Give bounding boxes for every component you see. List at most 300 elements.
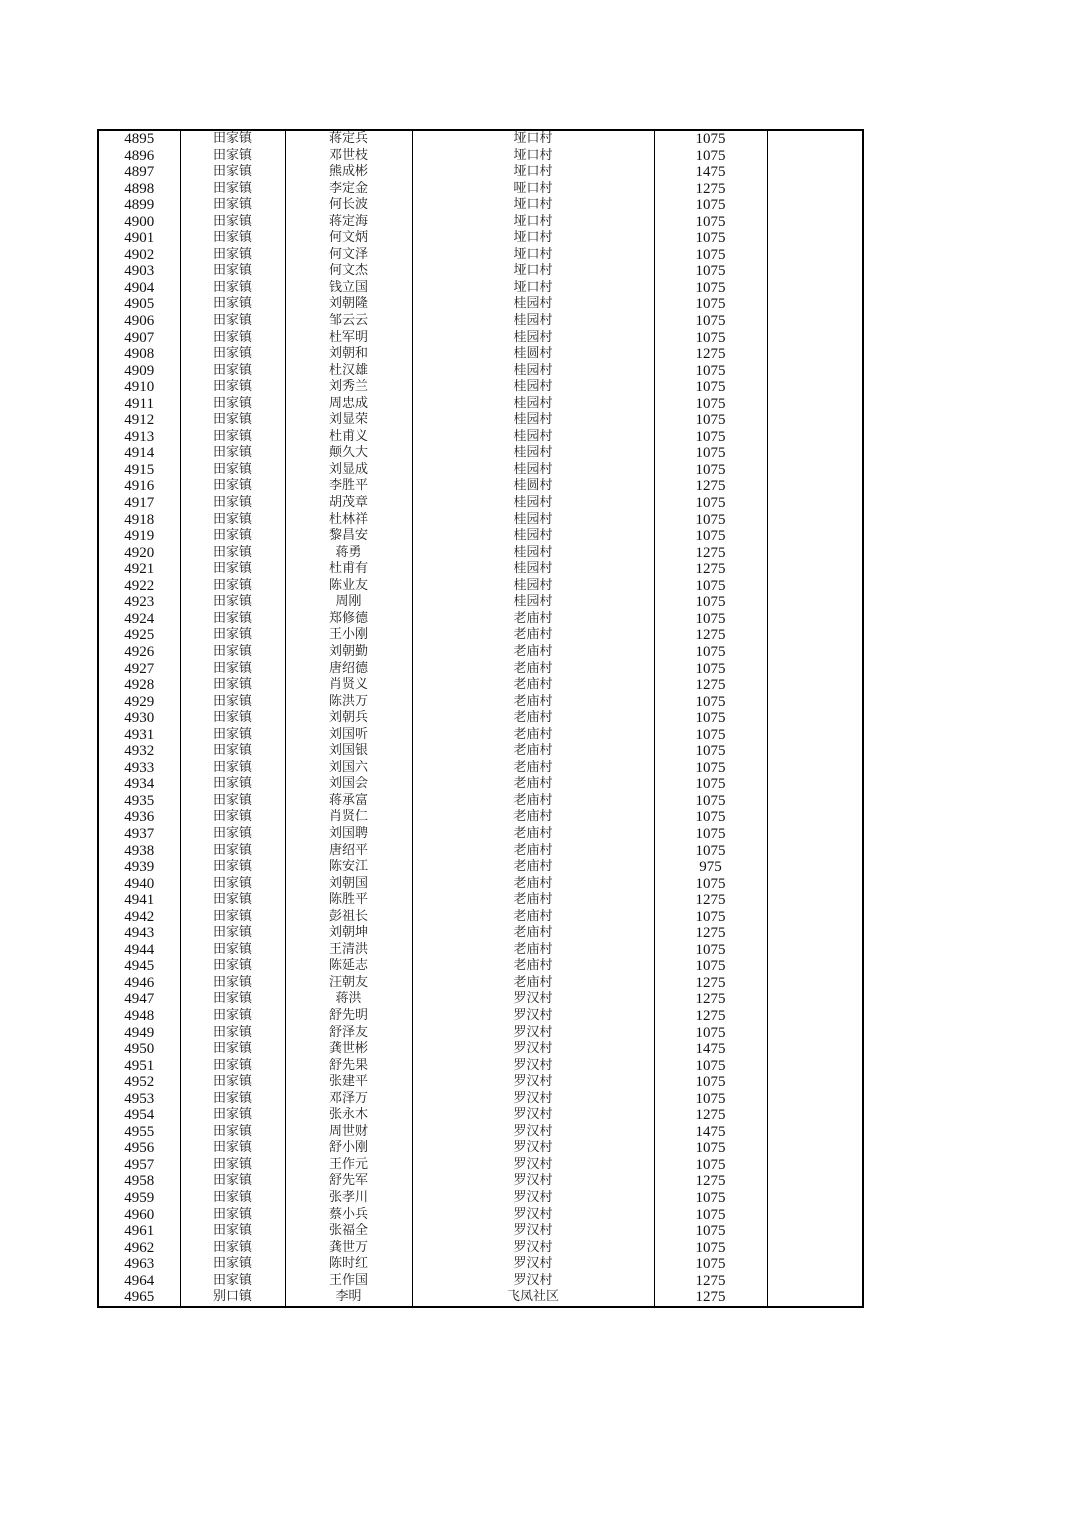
row-number-cell: 4914: [98, 445, 180, 462]
row-number-cell: 4946: [98, 975, 180, 992]
remark-cell: [767, 942, 863, 959]
remark-cell: [767, 892, 863, 909]
village-cell: 罗汉村: [412, 1107, 654, 1124]
name-cell: 唐绍德: [285, 661, 412, 678]
town-cell: 田家镇: [180, 512, 285, 529]
table-row: [98, 809, 863, 826]
table-row: [98, 644, 863, 661]
remark-cell: [767, 594, 863, 611]
village-cell: 老庙村: [412, 760, 654, 777]
village-cell: 老庙村: [412, 909, 654, 926]
name-cell: 周世财: [285, 1124, 412, 1141]
name-cell: 钱立国: [285, 280, 412, 297]
table-row: [98, 164, 863, 181]
town-cell: 田家镇: [180, 1058, 285, 1075]
table-row: [98, 1223, 863, 1240]
name-cell: 刘朝坤: [285, 925, 412, 942]
table-row: [98, 230, 863, 247]
town-cell: 田家镇: [180, 1140, 285, 1157]
row-number-cell: 4942: [98, 909, 180, 926]
table-row: [98, 776, 863, 793]
table-row: [98, 1041, 863, 1058]
town-cell: 田家镇: [180, 263, 285, 280]
name-cell: 何文杰: [285, 263, 412, 280]
amount-cell: 1075: [654, 760, 767, 777]
town-cell: 田家镇: [180, 462, 285, 479]
remark-cell: [767, 578, 863, 595]
amount-cell: 1075: [654, 1223, 767, 1240]
remark-cell: [767, 876, 863, 893]
village-cell: 罗汉村: [412, 1240, 654, 1257]
village-cell: 桂园村: [412, 495, 654, 512]
amount-cell: 1075: [654, 909, 767, 926]
remark-cell: [767, 1240, 863, 1257]
amount-cell: 1075: [654, 1091, 767, 1108]
town-cell: 田家镇: [180, 429, 285, 446]
remark-cell: [767, 1173, 863, 1190]
row-number-cell: 4936: [98, 809, 180, 826]
table-row: [98, 263, 863, 280]
amount-cell: 1075: [654, 942, 767, 959]
amount-cell: 1275: [654, 1173, 767, 1190]
amount-cell: 1275: [654, 975, 767, 992]
table-row: [98, 1173, 863, 1190]
remark-cell: [767, 710, 863, 727]
row-number-cell: 4908: [98, 346, 180, 363]
name-cell: 杜汉雄: [285, 363, 412, 380]
table-row: [98, 1157, 863, 1174]
remark-cell: [767, 1223, 863, 1240]
village-cell: 老庙村: [412, 843, 654, 860]
remark-cell: [767, 859, 863, 876]
remark-cell: [767, 214, 863, 231]
town-cell: 田家镇: [180, 230, 285, 247]
row-number-cell: 4944: [98, 942, 180, 959]
table-row: [98, 1207, 863, 1224]
amount-cell: 1075: [654, 776, 767, 793]
remark-cell: [767, 1107, 863, 1124]
town-cell: 田家镇: [180, 1273, 285, 1290]
amount-cell: 1075: [654, 445, 767, 462]
town-cell: 田家镇: [180, 727, 285, 744]
table-row: [98, 313, 863, 330]
table-row: [98, 925, 863, 942]
village-cell: 老庙村: [412, 677, 654, 694]
name-cell: 杜甫义: [285, 429, 412, 446]
amount-cell: 1075: [654, 876, 767, 893]
amount-cell: 1075: [654, 247, 767, 264]
name-cell: 李胜平: [285, 478, 412, 495]
row-number-cell: 4947: [98, 991, 180, 1008]
table-row: [98, 363, 863, 380]
village-cell: 桂园村: [412, 462, 654, 479]
village-cell: 桂园村: [412, 528, 654, 545]
remark-cell: [767, 247, 863, 264]
table-row: [98, 578, 863, 595]
row-number-cell: 4922: [98, 578, 180, 595]
amount-cell: 1275: [654, 478, 767, 495]
row-number-cell: 4920: [98, 545, 180, 562]
remark-cell: [767, 760, 863, 777]
amount-cell: 1075: [654, 578, 767, 595]
remark-cell: [767, 727, 863, 744]
name-cell: 刘朝勤: [285, 644, 412, 661]
town-cell: 田家镇: [180, 1025, 285, 1042]
name-cell: 蒋洪: [285, 991, 412, 1008]
town-cell: 田家镇: [180, 1173, 285, 1190]
town-cell: 田家镇: [180, 495, 285, 512]
row-number-cell: 4917: [98, 495, 180, 512]
town-cell: 田家镇: [180, 148, 285, 165]
village-cell: 桂园村: [412, 313, 654, 330]
village-cell: 垭口村: [412, 263, 654, 280]
row-number-cell: 4919: [98, 528, 180, 545]
name-cell: 舒小刚: [285, 1140, 412, 1157]
name-cell: 舒泽友: [285, 1025, 412, 1042]
amount-cell: 1475: [654, 1041, 767, 1058]
table-row: [98, 148, 863, 165]
town-cell: 田家镇: [180, 445, 285, 462]
town-cell: 田家镇: [180, 296, 285, 313]
remark-cell: [767, 694, 863, 711]
remark-cell: [767, 1140, 863, 1157]
row-number-cell: 4915: [98, 462, 180, 479]
table-row: [98, 942, 863, 959]
amount-cell: 1075: [654, 214, 767, 231]
name-cell: 刘显成: [285, 462, 412, 479]
table-row: [98, 760, 863, 777]
town-cell: 田家镇: [180, 677, 285, 694]
amount-cell: 1075: [654, 809, 767, 826]
row-number-cell: 4935: [98, 793, 180, 810]
village-cell: 桂园村: [412, 578, 654, 595]
table-row: [98, 710, 863, 727]
remark-cell: [767, 313, 863, 330]
name-cell: 张永木: [285, 1107, 412, 1124]
town-cell: 田家镇: [180, 130, 285, 148]
town-cell: 田家镇: [180, 1157, 285, 1174]
remark-cell: [767, 230, 863, 247]
town-cell: 田家镇: [180, 1256, 285, 1273]
amount-cell: 1075: [654, 429, 767, 446]
town-cell: 田家镇: [180, 1124, 285, 1141]
amount-cell: 1075: [654, 296, 767, 313]
table-row: [98, 296, 863, 313]
remark-cell: [767, 181, 863, 198]
row-number-cell: 4930: [98, 710, 180, 727]
table-row: [98, 1008, 863, 1025]
remark-cell: [767, 280, 863, 297]
amount-cell: 1275: [654, 1107, 767, 1124]
table-row: [98, 1190, 863, 1207]
town-cell: 田家镇: [180, 843, 285, 860]
row-number-cell: 4931: [98, 727, 180, 744]
town-cell: 田家镇: [180, 793, 285, 810]
town-cell: 田家镇: [180, 1107, 285, 1124]
town-cell: 田家镇: [180, 330, 285, 347]
name-cell: 唐绍平: [285, 843, 412, 860]
name-cell: 刘朝和: [285, 346, 412, 363]
row-number-cell: 4934: [98, 776, 180, 793]
row-number-cell: 4910: [98, 379, 180, 396]
table-row: [98, 826, 863, 843]
table-row: [98, 445, 863, 462]
row-number-cell: 4932: [98, 743, 180, 760]
table-row: [98, 379, 863, 396]
amount-cell: 1475: [654, 1124, 767, 1141]
amount-cell: 1075: [654, 528, 767, 545]
table-row: [98, 1273, 863, 1290]
town-cell: 田家镇: [180, 164, 285, 181]
row-number-cell: 4961: [98, 1223, 180, 1240]
village-cell: 罗汉村: [412, 1124, 654, 1141]
village-cell: 罗汉村: [412, 1041, 654, 1058]
village-cell: 罗汉村: [412, 1207, 654, 1224]
table-row: [98, 661, 863, 678]
village-cell: 桂园村: [412, 396, 654, 413]
row-number-cell: 4952: [98, 1074, 180, 1091]
town-cell: 别口镇: [180, 1289, 285, 1307]
table-row: [98, 1124, 863, 1141]
town-cell: 田家镇: [180, 545, 285, 562]
village-cell: 老庙村: [412, 958, 654, 975]
village-cell: 桂园村: [412, 429, 654, 446]
name-cell: 陈胜平: [285, 892, 412, 909]
town-cell: 田家镇: [180, 412, 285, 429]
row-number-cell: 4964: [98, 1273, 180, 1290]
town-cell: 田家镇: [180, 1091, 285, 1108]
table-row: [98, 396, 863, 413]
village-cell: 罗汉村: [412, 1223, 654, 1240]
remark-cell: [767, 478, 863, 495]
village-cell: 罗汉村: [412, 1256, 654, 1273]
name-cell: 黎昌安: [285, 528, 412, 545]
name-cell: 周忠成: [285, 396, 412, 413]
village-cell: 罗汉村: [412, 991, 654, 1008]
amount-cell: 1475: [654, 164, 767, 181]
row-number-cell: 4895: [98, 130, 180, 148]
amount-cell: 1075: [654, 710, 767, 727]
row-number-cell: 4907: [98, 330, 180, 347]
village-cell: 垭口村: [412, 214, 654, 231]
name-cell: 邹云云: [285, 313, 412, 330]
town-cell: 田家镇: [180, 346, 285, 363]
row-number-cell: 4921: [98, 561, 180, 578]
row-number-cell: 4918: [98, 512, 180, 529]
town-cell: 田家镇: [180, 478, 285, 495]
village-cell: 桂圆村: [412, 478, 654, 495]
row-number-cell: 4949: [98, 1025, 180, 1042]
amount-cell: 1075: [654, 1256, 767, 1273]
amount-cell: 1075: [654, 1207, 767, 1224]
amount-cell: 1075: [654, 512, 767, 529]
row-number-cell: 4929: [98, 694, 180, 711]
town-cell: 田家镇: [180, 892, 285, 909]
row-number-cell: 4950: [98, 1041, 180, 1058]
amount-cell: 1075: [654, 727, 767, 744]
remark-cell: [767, 412, 863, 429]
name-cell: 杜林祥: [285, 512, 412, 529]
town-cell: 田家镇: [180, 991, 285, 1008]
row-number-cell: 4925: [98, 627, 180, 644]
row-number-cell: 4941: [98, 892, 180, 909]
village-cell: 老庙村: [412, 710, 654, 727]
remark-cell: [767, 958, 863, 975]
table-row: [98, 1107, 863, 1124]
town-cell: 田家镇: [180, 1240, 285, 1257]
name-cell: 刘朝国: [285, 876, 412, 893]
amount-cell: 1075: [654, 644, 767, 661]
row-number-cell: 4951: [98, 1058, 180, 1075]
name-cell: 王清洪: [285, 942, 412, 959]
amount-cell: 1075: [654, 1074, 767, 1091]
table-row: [98, 991, 863, 1008]
remark-cell: [767, 776, 863, 793]
table-row: [98, 412, 863, 429]
village-cell: 哑口村: [412, 181, 654, 198]
amount-cell: 1275: [654, 925, 767, 942]
remark-cell: [767, 462, 863, 479]
remark-cell: [767, 1025, 863, 1042]
amount-cell: 1075: [654, 694, 767, 711]
amount-cell: 1275: [654, 346, 767, 363]
village-cell: 罗汉村: [412, 1008, 654, 1025]
village-cell: 老庙村: [412, 793, 654, 810]
row-number-cell: 4905: [98, 296, 180, 313]
village-cell: 桂园村: [412, 545, 654, 562]
town-cell: 田家镇: [180, 1223, 285, 1240]
name-cell: 陈延志: [285, 958, 412, 975]
name-cell: 龚世彬: [285, 1041, 412, 1058]
table-row: [98, 727, 863, 744]
table-row: [98, 859, 863, 876]
table-row: [98, 958, 863, 975]
table-row: [98, 1256, 863, 1273]
name-cell: 王小刚: [285, 627, 412, 644]
row-number-cell: 4900: [98, 214, 180, 231]
amount-cell: 1075: [654, 1190, 767, 1207]
row-number-cell: 4912: [98, 412, 180, 429]
table-row: [98, 478, 863, 495]
town-cell: 田家镇: [180, 661, 285, 678]
name-cell: 邓世枝: [285, 148, 412, 165]
village-cell: 桂园村: [412, 512, 654, 529]
remark-cell: [767, 826, 863, 843]
row-number-cell: 4945: [98, 958, 180, 975]
name-cell: 张孝川: [285, 1190, 412, 1207]
town-cell: 田家镇: [180, 214, 285, 231]
remark-cell: [767, 925, 863, 942]
village-cell: 老庙村: [412, 694, 654, 711]
row-number-cell: 4913: [98, 429, 180, 446]
town-cell: 田家镇: [180, 197, 285, 214]
name-cell: 王作元: [285, 1157, 412, 1174]
town-cell: 田家镇: [180, 644, 285, 661]
table-row: [98, 1289, 863, 1307]
amount-cell: 1075: [654, 197, 767, 214]
row-number-cell: 4916: [98, 478, 180, 495]
town-cell: 田家镇: [180, 1207, 285, 1224]
amount-cell: 1075: [654, 495, 767, 512]
row-number-cell: 4897: [98, 164, 180, 181]
town-cell: 田家镇: [180, 925, 285, 942]
name-cell: 陈业友: [285, 578, 412, 595]
data-table: [97, 129, 864, 1308]
row-number-cell: 4948: [98, 1008, 180, 1025]
name-cell: 刘国六: [285, 760, 412, 777]
town-cell: 田家镇: [180, 1074, 285, 1091]
name-cell: 杜军明: [285, 330, 412, 347]
remark-cell: [767, 512, 863, 529]
town-cell: 田家镇: [180, 760, 285, 777]
table-row: [98, 594, 863, 611]
remark-cell: [767, 627, 863, 644]
row-number-cell: 4927: [98, 661, 180, 678]
village-cell: 桂园村: [412, 330, 654, 347]
row-number-cell: 4903: [98, 263, 180, 280]
remark-cell: [767, 445, 863, 462]
row-number-cell: 4896: [98, 148, 180, 165]
name-cell: 杜甫有: [285, 561, 412, 578]
table-body: [98, 130, 863, 1307]
town-cell: 田家镇: [180, 743, 285, 760]
amount-cell: 1075: [654, 1058, 767, 1075]
name-cell: 郑修德: [285, 611, 412, 628]
village-cell: 桂园村: [412, 379, 654, 396]
remark-cell: [767, 130, 863, 148]
name-cell: 邓泽万: [285, 1091, 412, 1108]
amount-cell: 1075: [654, 743, 767, 760]
amount-cell: 1075: [654, 263, 767, 280]
name-cell: 陈时红: [285, 1256, 412, 1273]
remark-cell: [767, 677, 863, 694]
town-cell: 田家镇: [180, 578, 285, 595]
village-cell: 罗汉村: [412, 1140, 654, 1157]
village-cell: 罗汉村: [412, 1157, 654, 1174]
village-cell: 罗汉村: [412, 1273, 654, 1290]
row-number-cell: 4904: [98, 280, 180, 297]
village-cell: 桂圆村: [412, 346, 654, 363]
table-row: [98, 1074, 863, 1091]
remark-cell: [767, 545, 863, 562]
village-cell: 桂园村: [412, 412, 654, 429]
village-cell: 老庙村: [412, 661, 654, 678]
village-cell: 罗汉村: [412, 1173, 654, 1190]
name-cell: 肖贤仁: [285, 809, 412, 826]
amount-cell: 1075: [654, 594, 767, 611]
remark-cell: [767, 1008, 863, 1025]
table-row: [98, 462, 863, 479]
name-cell: 周刚: [285, 594, 412, 611]
village-cell: 老庙村: [412, 876, 654, 893]
remark-cell: [767, 611, 863, 628]
name-cell: 刘国聘: [285, 826, 412, 843]
table-row: [98, 214, 863, 231]
table-row: [98, 694, 863, 711]
name-cell: 刘国会: [285, 776, 412, 793]
amount-cell: 1075: [654, 379, 767, 396]
row-number-cell: 4928: [98, 677, 180, 694]
name-cell: 蒋勇: [285, 545, 412, 562]
name-cell: 汪朝友: [285, 975, 412, 992]
table-row: [98, 892, 863, 909]
village-cell: 老庙村: [412, 776, 654, 793]
row-number-cell: 4911: [98, 396, 180, 413]
remark-cell: [767, 1074, 863, 1091]
remark-cell: [767, 1273, 863, 1290]
amount-cell: 1075: [654, 1025, 767, 1042]
amount-cell: 1075: [654, 1140, 767, 1157]
